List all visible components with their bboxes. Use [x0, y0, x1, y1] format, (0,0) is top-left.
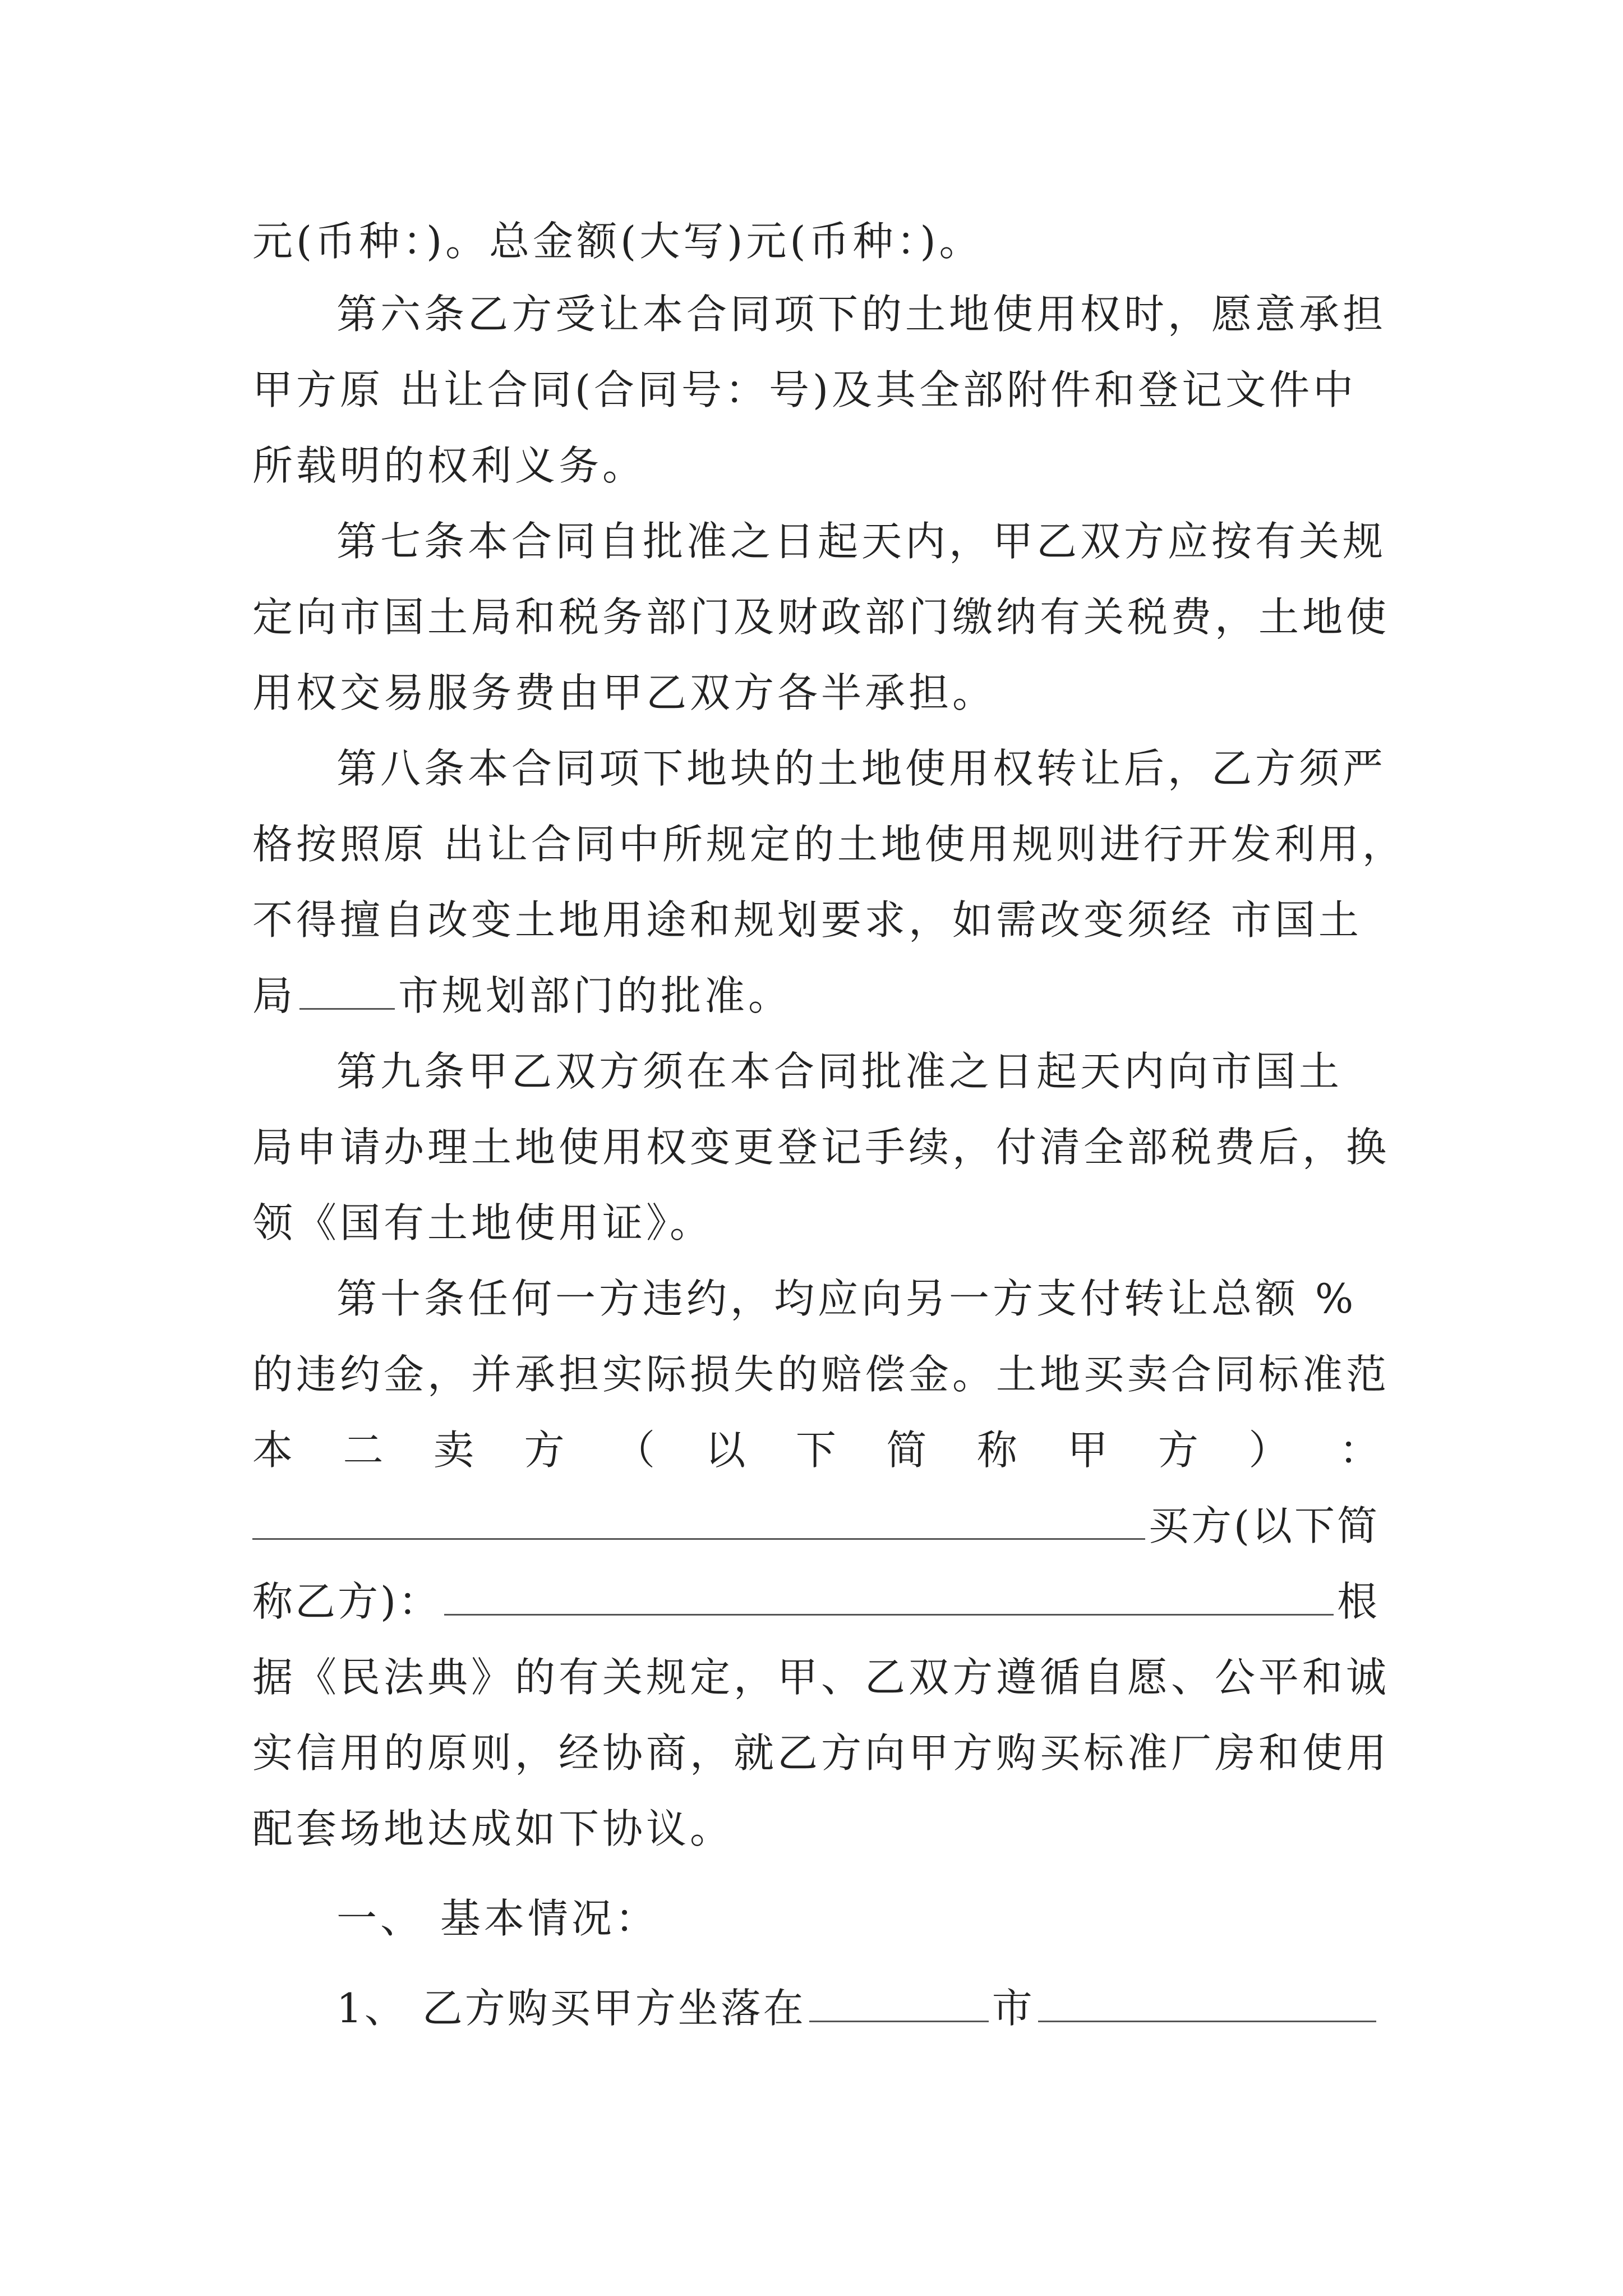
seller-char: 方: [1158, 1427, 1198, 1474]
basis-line-3: 配套场地达成如下协议。: [252, 1805, 734, 1852]
blank-underline: [299, 971, 395, 1010]
seller-line: [252, 1419, 1380, 1481]
blank-underline: [252, 1501, 1145, 1540]
buyer-line: [252, 1495, 1380, 1557]
seller-char: 简: [886, 1427, 927, 1474]
text-line-currency: 元(币种：)。总金额(大写)元(币种：)。: [252, 218, 983, 265]
article-8-line-4-end: 市规划部门的批准。: [398, 972, 792, 1019]
article-8-line-4: [252, 965, 1380, 1027]
seller-char: （: [614, 1427, 655, 1474]
article-8-line-1: 第八条本合同项下地块的土地使用权转让后，乙方须严: [336, 745, 1387, 792]
article-10-line-1: 第十条任何一方违约，均应向另一方支付转让总额 %: [336, 1275, 1357, 1322]
seller-char: ）: [1248, 1427, 1289, 1474]
item-1-line: [336, 1977, 1380, 2039]
article-7-line-1: 第七条本合同自批准之日起天内，甲乙双方应按有关规: [336, 518, 1387, 565]
article-8-line-3: 不得擅自改变土地用途和规划要求，如需改变须经 市国土: [252, 896, 1362, 944]
article-8-line-4-start: 局: [252, 972, 297, 1019]
article-6-line-1: 第六条乙方受让本合同项下的土地使用权时，愿意承担: [336, 291, 1387, 338]
blank-underline: [444, 1577, 1334, 1616]
basis-line-1: 据《民法典》的有关规定，甲、乙双方遵循自愿、公平和诚: [252, 1654, 1390, 1701]
seller-char: 本: [252, 1427, 293, 1474]
seller-char: 二: [343, 1427, 384, 1474]
buyer-label-cont: 称乙方)：: [252, 1578, 441, 1625]
buyer-label: 买方(以下简: [1148, 1502, 1380, 1549]
section-heading-basic: 一、 基本情况：: [336, 1895, 659, 1942]
seller-char: 下: [795, 1427, 836, 1474]
article-9-line-1: 第九条甲乙双方须在本合同批准之日起天内向市国土: [336, 1048, 1343, 1095]
seller-char: 甲: [1067, 1427, 1108, 1474]
article-10-line-2: 的违约金，并承担实际损失的赔偿金。土地买卖合同标准范: [252, 1351, 1390, 1398]
seller-char: 卖: [433, 1427, 474, 1474]
article-9-line-3: 领《国有土地使用证》。: [252, 1199, 714, 1246]
item-1-city: 市: [992, 1985, 1035, 2032]
buyer-name-line: [252, 1571, 1380, 1632]
article-6-line-3: 所载明的权利义务。: [252, 442, 647, 489]
article-7-line-2: 定向市国土局和税务部门及财政部门缴纳有关税费，土地使: [252, 593, 1390, 641]
seller-char: 方: [524, 1427, 565, 1474]
article-8-line-2: 格按照原 出让合同中所规定的土地使用规则进行开发利用，: [252, 821, 1406, 868]
blank-underline: [809, 1984, 989, 2022]
blank-underline: [1038, 1984, 1376, 2022]
basis-line-2: 实信用的原则，经协商，就乙方向甲方购买标准厂房和使用: [252, 1729, 1390, 1777]
article-7-line-3: 用权交易服务费由甲乙双方各半承担。: [252, 669, 997, 716]
seller-char: 称: [976, 1427, 1017, 1474]
seller-char: 以: [705, 1427, 746, 1474]
item-1-text: 1、 乙方购买甲方坐落在: [336, 1985, 806, 2032]
article-6-line-2: 甲方原 出让合同(合同号：号)及其全部附件和登记文件中: [252, 366, 1357, 413]
basis-start: 根: [1336, 1578, 1380, 1625]
article-9-line-2: 局申请办理土地使用权变更登记手续，付清全部税费后，换: [252, 1124, 1390, 1171]
seller-char: ：: [1339, 1427, 1380, 1474]
